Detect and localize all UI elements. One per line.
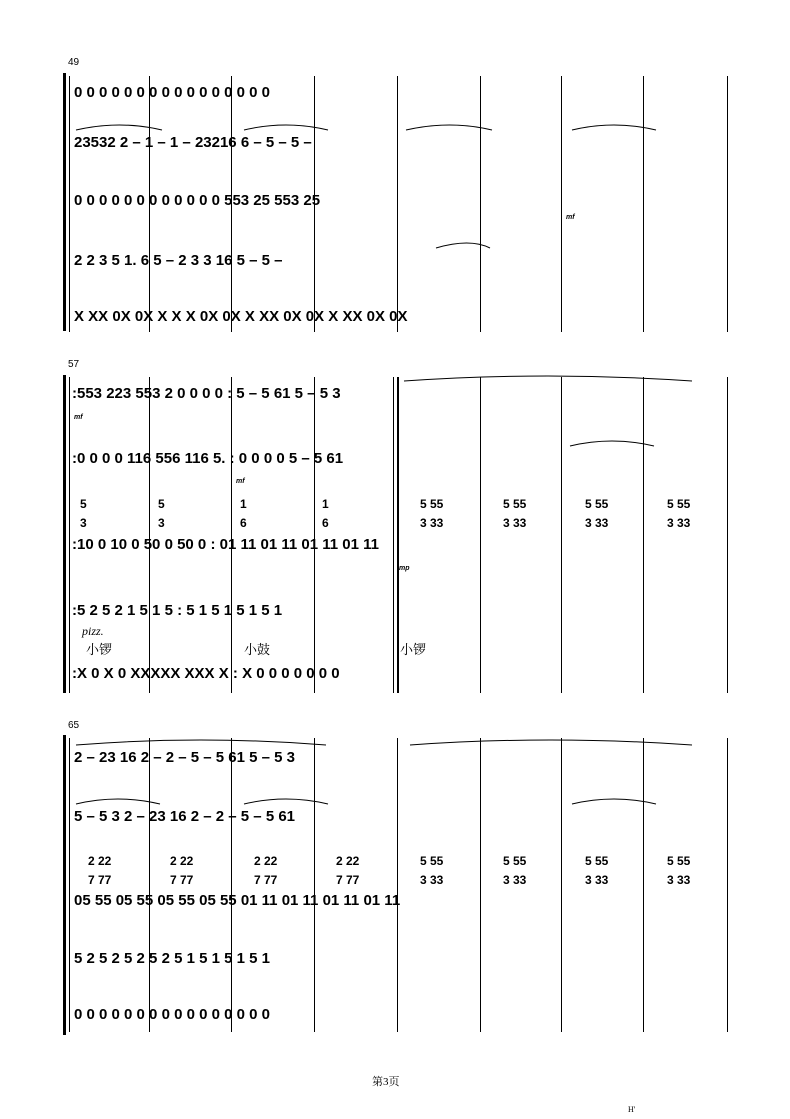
staff-line: :0 0 0 0 116 556 116 5. : 0 0 0 0 5 – 5 61: [72, 450, 344, 467]
staff-line: 05 55 05 55 05 55 05 55 01 11 01 11 01 11 01 11: [74, 892, 401, 909]
staff-line: 2 2 3 5 1. 6 5 – 2 3 3 16 5 – 5 –: [74, 252, 283, 269]
chord-top: 5: [158, 497, 165, 511]
measure-number: 49: [68, 57, 80, 68]
staff-line: :553 223 553 2 0 0 0 0 : 5 – 5 61 5 – 5 3: [72, 385, 341, 402]
chord-mid: 7 77: [170, 873, 194, 887]
slur: [76, 799, 160, 804]
slur: [244, 799, 328, 804]
staff-line: 2 – 23 16 2 – 2 – 5 – 5 61 5 – 5 3: [74, 749, 296, 766]
chord-top: 2 22: [336, 854, 360, 868]
staff-line: :5 2 5 2 1 5 1 5 : 5 1 5 1 5 1 5 1: [72, 602, 283, 619]
dynamic-mark: mf: [236, 478, 245, 485]
technique-annotation: pizz.: [82, 624, 104, 638]
staff-line: 0 0 0 0 0 0 0 0 0 0 0 0 0 0 0 0: [74, 84, 270, 101]
chord-top: 5 55: [585, 854, 609, 868]
chord-top: 1: [322, 497, 329, 511]
chord-mid: 6: [322, 516, 329, 530]
chord-mid: 3 33: [667, 516, 691, 530]
chord-top: 1: [240, 497, 247, 511]
slur: [572, 799, 656, 804]
chord-mid: 3: [158, 516, 165, 530]
slur: [76, 740, 326, 745]
dynamic-mark: mp: [399, 565, 410, 572]
staff-line: 0 0 0 0 0 0 0 0 0 0 0 0 0 0 0 0: [74, 1006, 270, 1023]
chord-mid: 3 33: [503, 873, 527, 887]
corner-mark: H': [628, 1105, 636, 1114]
staff-line: X XX 0X 0X X X X 0X 0X X XX 0X 0X X XX 0X 0X: [74, 308, 408, 325]
measure-number: 57: [68, 359, 80, 370]
slur: [76, 125, 162, 130]
chord-top: 5 55: [420, 854, 444, 868]
chord-mid: 3 33: [667, 873, 691, 887]
staff-line: 23532 2 – 1 – 1 – 23216 6 – 5 – 5 –: [74, 134, 312, 151]
staff-line: 5 – 5 3 2 – 23 16 2 – 2 – 5 – 5 61: [74, 808, 296, 825]
measure-number: 65: [68, 720, 80, 731]
staff-line: 5 2 5 2 5 2 5 2 5 1 5 1 5 1 5 1: [74, 950, 270, 967]
chord-mid: 3: [80, 516, 87, 530]
slur: [572, 125, 656, 130]
chord-top: 5 55: [585, 497, 609, 511]
chord-top: 2 22: [254, 854, 278, 868]
chord-top: 2 22: [170, 854, 194, 868]
chord-mid: 3 33: [585, 516, 609, 530]
slur: [244, 125, 328, 130]
slur: [404, 376, 692, 381]
instrument-annotation: 小锣: [86, 642, 113, 657]
dynamic-mark: mf: [74, 414, 83, 421]
chord-top: 5 55: [667, 497, 691, 511]
chord-mid: 3 33: [420, 516, 444, 530]
chord-top: 2 22: [88, 854, 112, 868]
staff-line: :10 0 10 0 50 0 50 0 : 01 11 01 11 01 11 01 11: [72, 536, 379, 553]
instrument-annotation: 小锣: [400, 642, 427, 657]
chord-top: 5 55: [503, 854, 527, 868]
chord-mid: 6: [240, 516, 247, 530]
chord-mid: 3 33: [503, 516, 527, 530]
dynamic-mark: mf: [566, 214, 575, 221]
chord-mid: 7 77: [254, 873, 278, 887]
slur: [406, 125, 492, 130]
chord-mid: 3 33: [585, 873, 609, 887]
staff-line: :X 0 X 0 XXXXX XXX X : X 0 0 0 0 0 0 0: [72, 665, 340, 682]
page-number: 第3页: [372, 1076, 400, 1088]
chord-mid: 7 77: [88, 873, 112, 887]
chord-top: 5 55: [503, 497, 527, 511]
chord-mid: 7 77: [336, 873, 360, 887]
chord-top: 5 55: [667, 854, 691, 868]
slur: [570, 441, 654, 446]
chord-top: 5: [80, 497, 87, 511]
slur: [410, 740, 692, 745]
chord-mid: 3 33: [420, 873, 444, 887]
instrument-annotation: 小鼓: [244, 642, 271, 657]
staff-line: 0 0 0 0 0 0 0 0 0 0 0 0 553 25 553 25: [74, 192, 321, 209]
slur: [436, 243, 490, 248]
chord-top: 5 55: [420, 497, 444, 511]
